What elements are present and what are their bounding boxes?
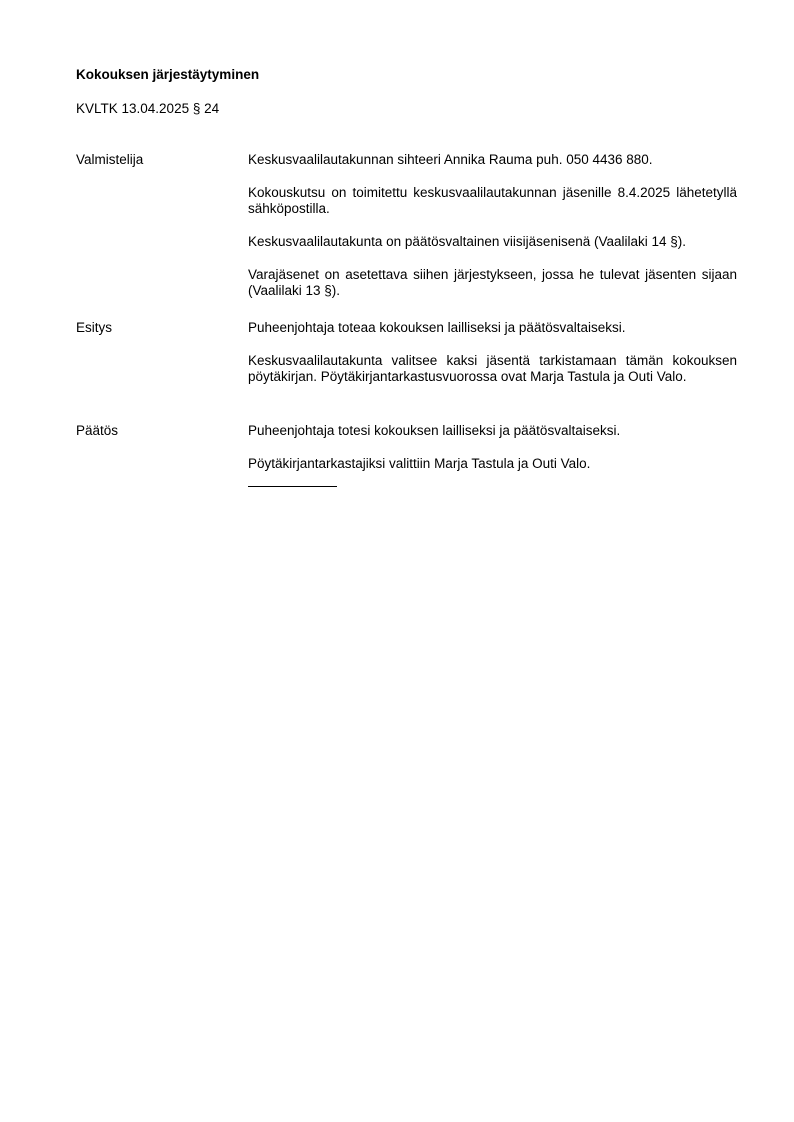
section-label-esitys: Esitys [76, 320, 113, 335]
section-label-valmistelija: Valmistelija [76, 152, 144, 167]
section-body-valmistelija [248, 152, 737, 299]
paragraph: Kokouskutsu on toimitettu keskusvaalilautakunnan jäsenille 8.4.2025 lähetetyllä sähköpostilla. [248, 185, 737, 216]
paragraph: Varajäsenet on asetettava siihen järjestykseen, jossa he tulevat jäsenten sijaan (Vaalilaki 13 §). [248, 267, 737, 298]
paragraph: Puheenjohtaja totesi kokouksen lailliseksi ja päätösvaltaiseksi. [248, 423, 621, 438]
document-title: Kokouksen järjestäytyminen [76, 67, 260, 82]
section-body-esitys [248, 320, 737, 385]
section-body-paatos [248, 423, 737, 472]
closing-divider-line [248, 486, 337, 487]
paragraph: Keskusvaalilautakunta valitsee kaksi jäsentä tarkistamaan tämän kokouksen pöytäkirjan. Pöytäkirjantarkastusvuorossa ovat Marja Tastula ja Outi Valo. [248, 353, 737, 384]
meeting-reference: KVLTK 13.04.2025 § 24 [76, 101, 220, 116]
paragraph: Puheenjohtaja toteaa kokouksen lailliseksi ja päätösvaltaiseksi. [248, 320, 626, 335]
paragraph: Pöytäkirjantarkastajiksi valittiin Marja Tastula ja Outi Valo. [248, 456, 591, 471]
section-label-paatos: Päätös [76, 423, 119, 438]
paragraph: Keskusvaalilautakunnan sihteeri Annika Rauma puh. 050 4436 880. [248, 152, 653, 167]
paragraph: Keskusvaalilautakunta on päätösvaltainen viisijäsenisenä (Vaalilaki 14 §). [248, 234, 687, 249]
